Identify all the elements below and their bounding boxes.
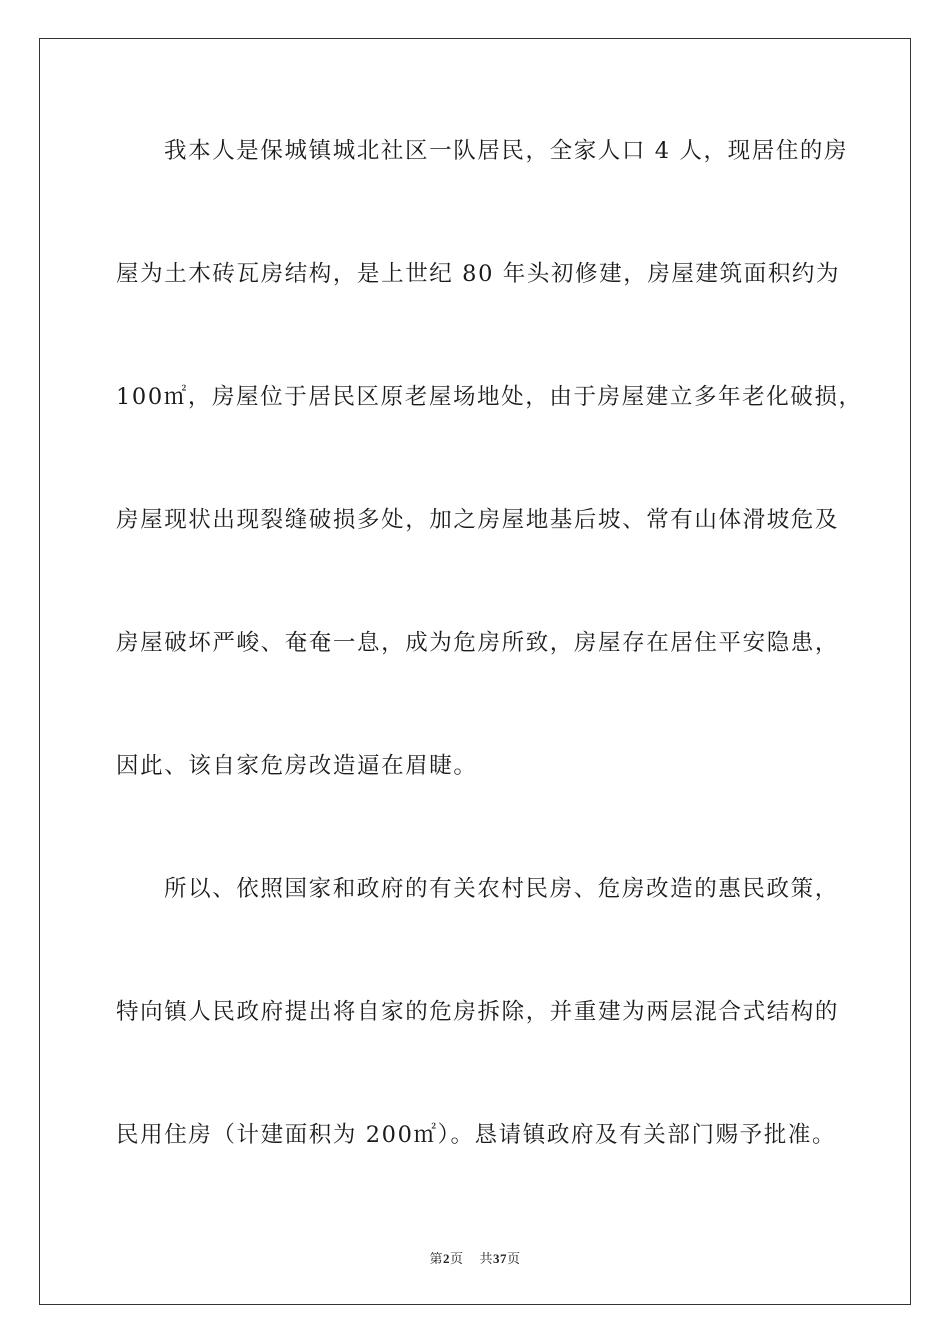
paragraph-2-line-3: 民用住房（计建面积为 200㎡）。恳请镇政府及有关部门赐予批准。: [116, 1122, 837, 1148]
paragraph-1-line-1: 我本人是保城镇城北社区一队居民，全家人口 4 人，现居住的房: [164, 138, 849, 164]
paragraph-1-line-6: 因此、该自家危房改造逼在眉睫。: [116, 753, 478, 779]
total-suffix: 页: [507, 1251, 521, 1266]
paragraph-1-line-5: 房屋破坏严峻、奄奄一息，成为危房所致，房屋存在居住平安隐患，: [116, 630, 840, 656]
paragraph-1-line-2: 屋为土木砖瓦房结构，是上世纪 80 年头初修建，房屋建筑面积约为: [116, 261, 841, 287]
paragraph-1-line-4: 房屋现状出现裂缝破损多处，加之房屋地基后坡、常有山体滑坡危及: [116, 507, 840, 533]
paragraph-2-line-2: 特向镇人民政府提出将自家的危房拆除，并重建为两层混合式结构的: [116, 999, 840, 1025]
total-pages: 37: [493, 1251, 508, 1266]
page-border: [39, 38, 911, 1305]
page-prefix: 第: [429, 1251, 443, 1266]
paragraph-2-line-1: 所以、依照国家和政府的有关农村民房、危房改造的惠民政策，: [164, 876, 839, 902]
total-prefix: 共: [479, 1251, 494, 1266]
page-footer: [0, 1248, 950, 1267]
paragraph-1-line-3: 100㎡，房屋位于居民区原老屋场地处，由于房屋建立多年老化破损，: [116, 384, 863, 410]
page-suffix: 页: [449, 1251, 464, 1266]
page-number: 2: [442, 1251, 450, 1266]
